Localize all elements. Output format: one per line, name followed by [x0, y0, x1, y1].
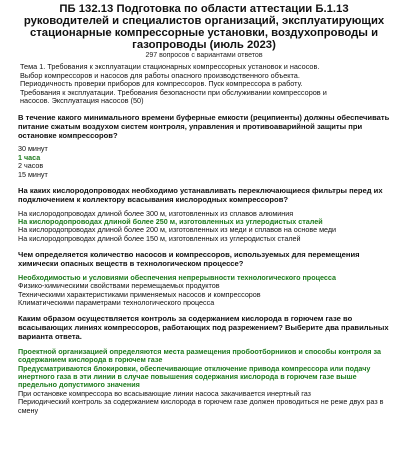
topic-line: Периодичность проверки приборов для компрессоров. Пуск компрессора в работу.: [20, 80, 303, 89]
answer-list: [18, 348, 390, 415]
answer-option-correct: На кислородопроводах длиной более 250 м, изготовленных из углеродистых сталей: [18, 217, 323, 226]
answer-option: 30 минут: [18, 145, 48, 154]
topic-line: Выбор компрессоров и насосов для работы опасного производственного объекта.: [20, 71, 300, 80]
topic-line: Требования к эксплуатации. Требования безопасности при обслуживании компрессоров и: [20, 88, 327, 97]
answer-option-correct: Предусматриваются блокировки, обеспечивающие отключение привода компрессора или подачу инертного газа в эти линии в случае повышения содержания кислорода в горючем газе выше предельно допустимого значения: [18, 363, 371, 390]
answer-option: 15 минут: [18, 170, 48, 179]
question-text: Чем определяется количество насосов и компрессоров, используемых для перемещения химически опасных веществ в технологическом процессе?: [18, 250, 360, 268]
topic-line: насосов. Эксплуатация насосов (50): [20, 97, 144, 106]
answer-option: При остановке компрессора во всасывающие линии насоса закачивается инертный газ: [18, 388, 311, 398]
topic-block: [18, 63, 390, 106]
answer-option: На кислородопроводах длиной более 300 м, изготовленных из сплавов алюминия: [18, 209, 294, 218]
answer-option: Физико-химическими свойствами перемещаемых продуктов: [18, 282, 220, 291]
document-subtitle: 297 вопросов с вариантами ответов: [145, 52, 263, 59]
answer-option-correct: Проектной организацией определяются места размещения пробоотборников и способы контроля за содержанием кислорода в горючем газе: [18, 346, 381, 365]
answer-option-correct: 1 часа: [18, 153, 41, 162]
answer-option: 2 часов: [18, 162, 44, 171]
question-text: В течение какого минимального времени буферные емкости (реципиенты) должны обеспечивать питание сжатым воздухом систем контроля, управления и противоаварийной защиты при остановке компрессоров?: [18, 112, 390, 140]
question-text: На каких кислородопроводах необходимо устанавливать переключающиеся фильтры перед их подключением к коллектору всасывания кислородных компрессоров?: [18, 185, 383, 204]
answer-option: Климатическими параметрами технологического процесса: [18, 299, 215, 308]
topic-line: Тема 1. Требования к эксплуатации стационарных компрессорных установок и насосов.: [20, 63, 320, 71]
document-title: ПБ 132.13 Подготовка по области аттестации Б.1.13 руководителей и специалистов организаций, эксплуатирующих стационарные компрессорные установки, воздухопроводы и газопроводы (июль 2023): [23, 3, 385, 51]
question-text: Каким образом осуществляется контроль за содержанием кислорода в горючем газе во всасывающих линиях компрессоров, работающих под разрежением? Выберите два правильных варианта ответа.: [18, 314, 389, 342]
answer-option: Техническими характеристиками применяемых насосов и компрессоров: [18, 290, 261, 299]
answer-list: [18, 145, 390, 179]
answer-list: [18, 274, 390, 308]
answer-option: На кислородопроводах длиной более 150 м, изготовленных из углеродистых сталей: [18, 234, 301, 243]
answer-option: Периодический контроль за содержанием кислорода в горючем газе должен проводиться не реже двух раз в смену: [18, 397, 384, 415]
answer-option: На кислородопроводах длиной более 200 м, изготовленных из меди и сплавов на основе меди: [18, 226, 337, 235]
answer-option-correct: Необходимостью и условиями обеспечения непрерывности технологического процесса: [18, 273, 336, 282]
answer-list: [18, 210, 390, 244]
